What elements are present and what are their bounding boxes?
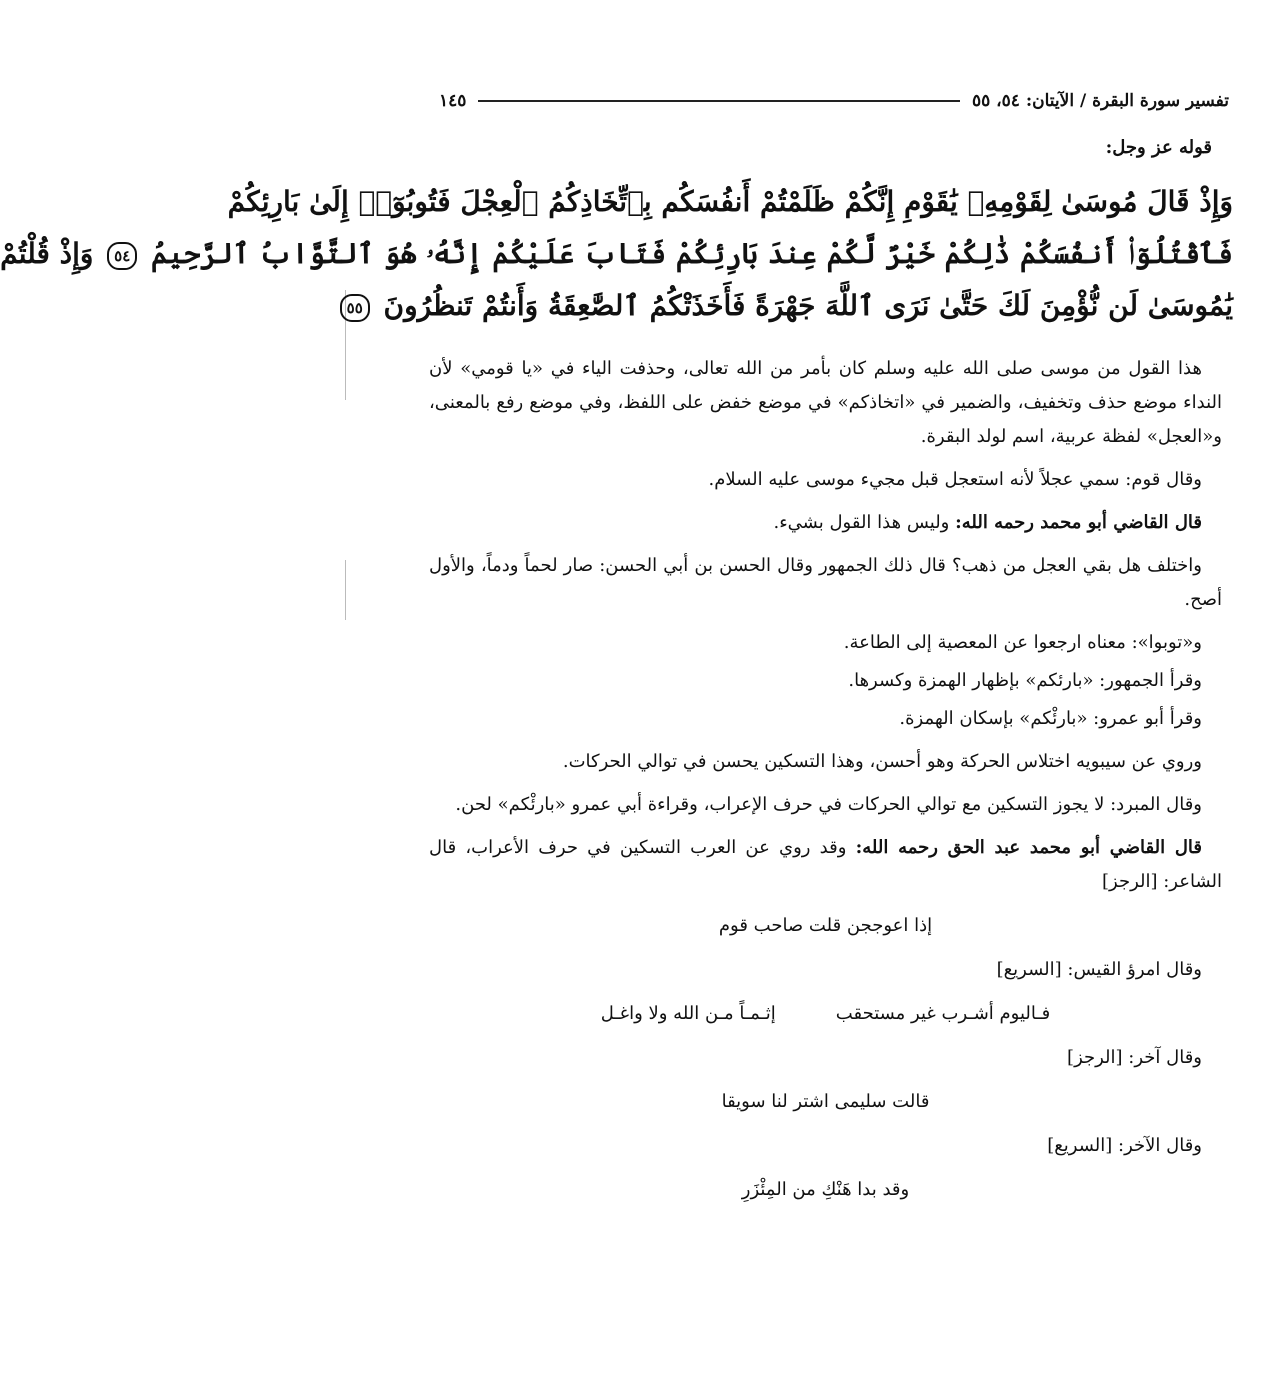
paragraph-3 [429,506,1222,540]
intro-text: قوله عز وجل: [1105,137,1212,158]
page-number: ١٤٥ [439,91,467,111]
poem-verse-d: وقد بدا هَنْكِ من المِئْزَرِ [741,1179,910,1200]
poem-verse-b-first: فـاليوم أشـرب غير مستحقب [835,1003,1051,1024]
header-rule [478,100,960,102]
paragraph-10-author: قال القاضي أبو محمد عبد الحق رحمه الله: [855,837,1203,858]
scan-margin-line-2 [345,560,346,620]
paragraph-2: وقال قوم: سمي عجلاً لأنه استعجل قبل مجيء موسى عليه السلام. [708,469,1202,490]
poem-verse-b [429,997,1222,1031]
poem-verse-a: إذا اعوججن قلت صاحب قوم [718,915,933,936]
ayah-number-55: ٥٥ [340,294,370,322]
paragraph-9: وقال المبرد: لا يجوز التسكين مع توالي الحركات في حرف الإعراب، وقراءة أبي عمرو «بارئْكم» لحن. [455,794,1202,815]
running-header [439,86,1229,116]
verse-line-2-tail: وَإِذْ قُلْتُمْ [0,237,94,270]
paragraph-3-author: قال القاضي أبو محمد رحمه الله: [955,512,1202,533]
paragraph-11: وقال امرؤ القيس: [السريع] [996,959,1202,980]
paragraph-10-text: وقد روي عن العرب التسكين في حرف الأعراب، قال الشاعر: [الرجز] [429,837,1222,892]
paragraph-7: وقرأ أبو عمرو: «بارئْكم» بإسكان الهمزة. [899,708,1202,729]
poem-verse-c: قالت سليمى اشتر لنا سويقا [721,1091,930,1112]
paragraph-8: وروي عن سيبويه اختلاس الحركة وهو أحسن، وهذا التسكين يحسن في توالي الحركات. [562,751,1202,772]
ayah-number-54: ٥٤ [107,242,137,270]
verse-line-3 [346,280,1233,332]
paragraph-6: وقرأ الجمهور: «بارئكم» بإظهار الهمزة وكسرها. [848,670,1202,691]
paragraph-4: واختلف هل بقي العجل من ذهب؟ قال ذلك الجمهور وقال الحسن بن أبي الحسن: صار لحماً ودماً، والأول أصح. [429,555,1222,610]
paragraph-13: وقال الآخر: [السريع] [1047,1135,1202,1156]
verse-line-2 [0,228,1233,280]
verse-line-2-text: فَٱقْتُلُوٓا۟ أَنفُسَكُمْ ذَٰلِكُمْ خَيْرٌ لَّكُمْ عِندَ بَارِئِكُمْ فَتَابَ عَلَيْكُمْ إِنَّهُۥ هُوَ ٱلتَّوَّابُ ٱلرَّحِيمُ [151,237,1233,270]
commentary-body [429,352,1222,1217]
header-title: تفسير سورة البقرة / الآيتان: ٥٤، ٥٥ [971,91,1229,111]
paragraph-1: هذا القول من موسى صلى الله عليه وسلم كان بأمر من الله تعالى، وحذفت الياء في «يا قومي» لأن النداء موضع حذف وتخفيف، والضمير في «اتخاذكم» في موضع خفض على اللفظ، وفي موضع رفع بالمعنى، و«العجل» لفظة عربية، اسم لولد البقرة. [429,358,1222,447]
poem-verse-b-second: إثـمـاً مـن الله ولا واغـل [600,1003,776,1024]
verse-line-1: وَإِذْ قَالَ مُوسَىٰ لِقَوْمِهِۦ يَٰقَوْمِ إِنَّكُمْ ظَلَمْتُمْ أَنفُسَكُم بِٱتِّخَاذِكُمُ ٱلْعِجْلَ فَتُوبُوٓا۟ إِلَىٰ بَارِئِكُمْ [227,185,1233,218]
paragraph-3-text: وليس هذا القول بشيء. [773,512,956,533]
quran-verses [0,176,1233,332]
verse-line-3-text: يَٰمُوسَىٰ لَن نُّؤْمِنَ لَكَ حَتَّىٰ نَرَى ٱللَّهَ جَهْرَةً فَأَخَذَتْكُمُ ٱلصَّٰعِقَةُ وَأَنتُمْ تَنظُرُونَ [383,289,1233,322]
paragraph-5: و«توبوا»: معناه ارجعوا عن المعصية إلى الطاعة. [843,632,1202,653]
paragraph-12: وقال آخر: [الرجز] [1067,1047,1202,1068]
paragraph-10 [429,831,1222,899]
